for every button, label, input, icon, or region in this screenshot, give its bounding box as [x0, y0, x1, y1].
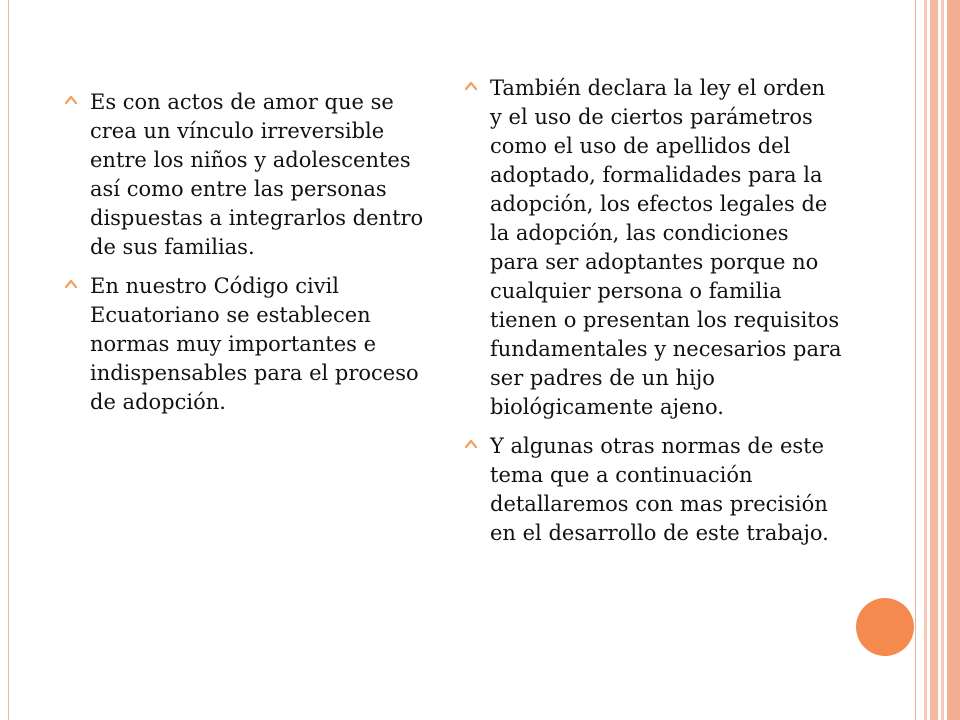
decorative-stripe: [924, 0, 927, 720]
bullet-item: [462, 432, 842, 548]
bullet-text: Y algunas otras normas de este tema que a continuación detallaremos con mas precisión en el desarrollo de este trabajo.: [490, 434, 829, 545]
left-bullet-list: [62, 88, 430, 427]
decorative-stripe: [947, 0, 960, 720]
bullet-item: [462, 74, 842, 422]
bullet-text: También declara la ley el orden y el uso de ciertos parámetros como el uso de apellidos del adoptado, formalidades para la adopción, los efectos legales de la adopción, las condiciones para ser adoptantes porque no cualquier persona o familia tienen o presentan los requisitos fundamentales y necesarios para ser padres de un hijo biológicamente ajeno.: [490, 76, 842, 419]
chevron-bullet-icon: [464, 435, 478, 455]
right-bullet-list: [462, 74, 842, 558]
bullet-text: Es con actos de amor que se crea un vínculo irreversible entre los niños y adolescentes así como entre las personas dispuestas a integrarlos dentro de sus familias.: [90, 90, 424, 259]
bullet-item: [62, 88, 430, 262]
decorative-stripe: [930, 0, 938, 720]
chevron-bullet-icon: [64, 275, 78, 295]
decorative-stripe: [941, 0, 944, 720]
bullet-item: [62, 272, 430, 417]
bullet-text: En nuestro Código civil Ecuatoriano se establecen normas muy importantes e indispensables para el proceso de adopción.: [90, 274, 419, 414]
decorative-circle: [856, 598, 914, 656]
chevron-bullet-icon: [64, 91, 78, 111]
chevron-bullet-icon: [464, 77, 478, 97]
